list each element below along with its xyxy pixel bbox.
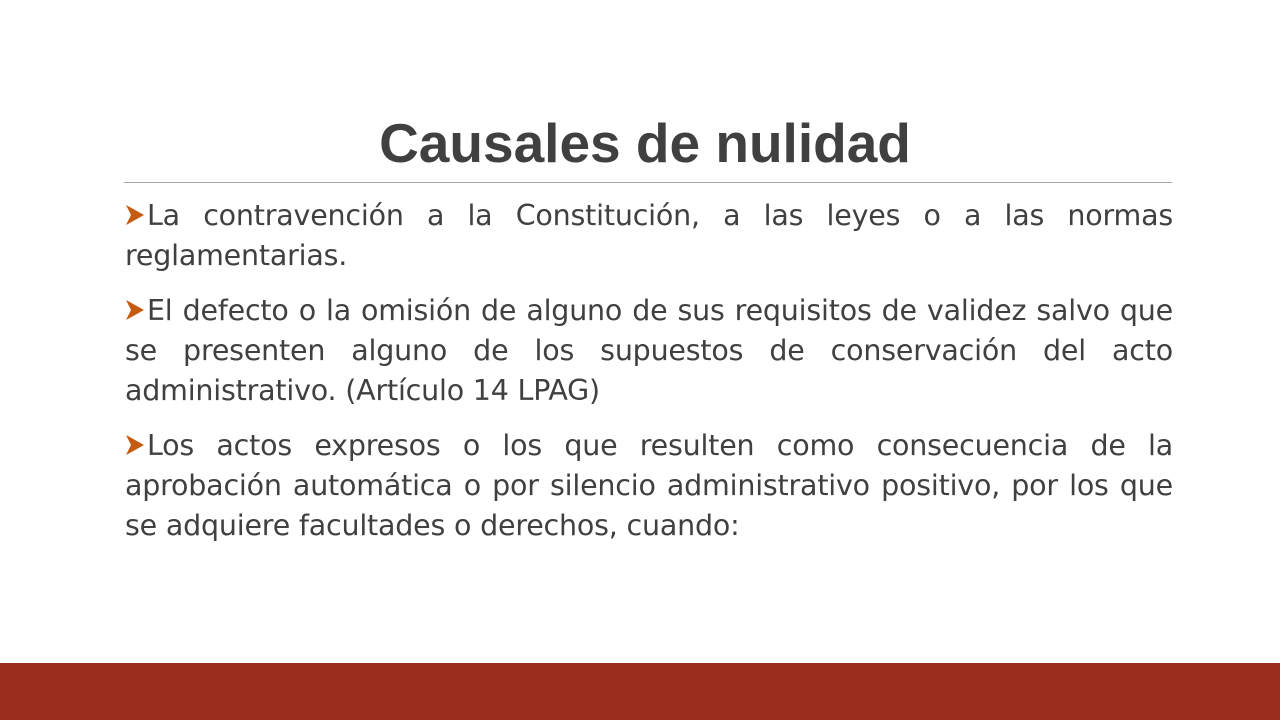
bullet-text: Los actos expresos o los que resulten como consecuencia de la aprobación automática o por silencio administrativo positivo, por los que se adquiere facultades o derechos, cuando: [125, 429, 1173, 542]
bullet-text: El defecto o la omisión de alguno de sus requisitos de validez salvo que se presenten alguno de los supuestos de conservación del acto administrativo. (Artículo 14 LPAG) [125, 294, 1173, 407]
arrow-bullet-icon [125, 204, 145, 226]
slide-title: Causales de nulidad [379, 112, 911, 174]
bullet-list [125, 196, 1173, 561]
bullet-item [125, 426, 1173, 546]
bullet-text: La contravención a la Constitución, a las leyes o a las normas reglamentarias. [125, 199, 1173, 272]
bullet-item [125, 291, 1173, 411]
arrow-bullet-icon [125, 299, 145, 321]
bullet-item [125, 196, 1173, 276]
arrow-bullet-icon [125, 434, 145, 456]
title-divider [124, 182, 1172, 183]
footer-accent-bar [0, 663, 1280, 720]
